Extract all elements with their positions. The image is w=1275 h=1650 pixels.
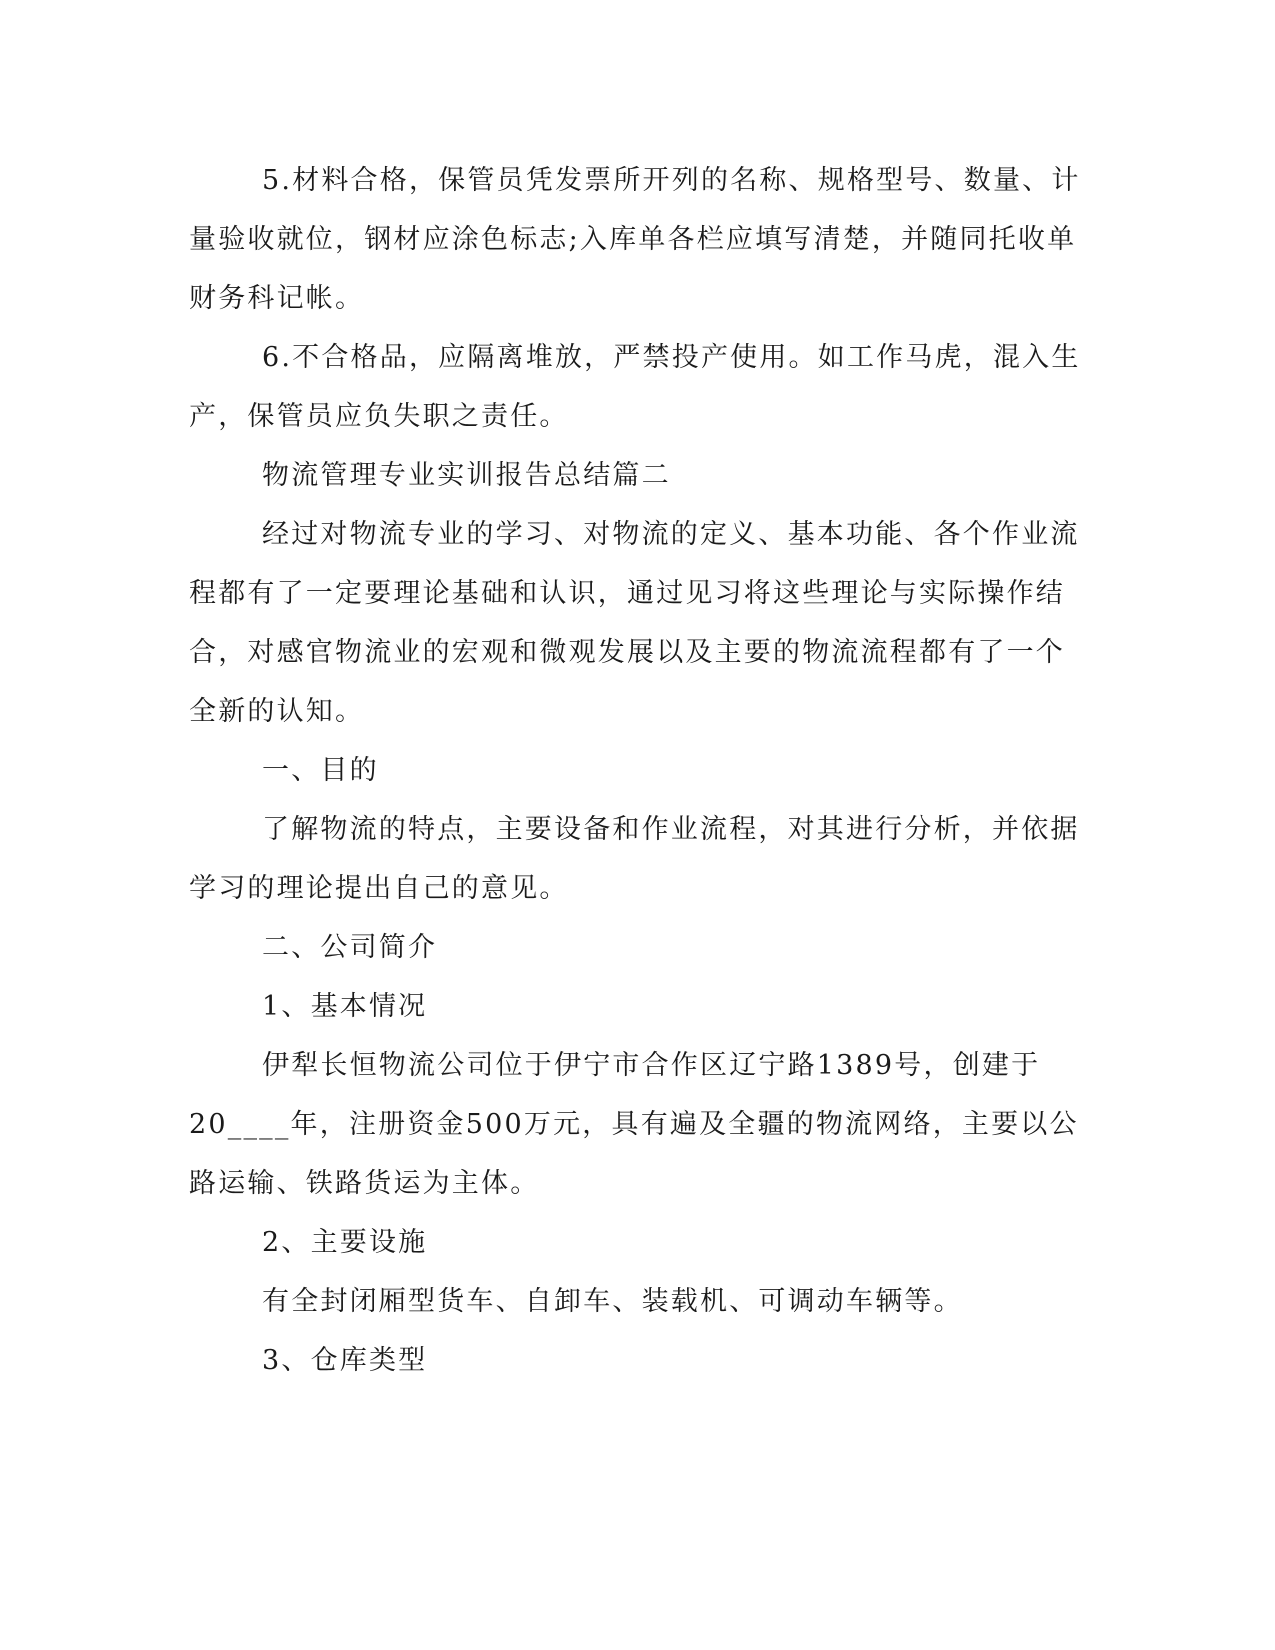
paragraph-line: 量验收就位，钢材应涂色标志;入库单各栏应填写清楚，并随同托收单 [189, 224, 1077, 255]
heading-basic-info: 1、基本情况 [262, 991, 428, 1022]
heading-warehouse-type: 3、仓库类型 [262, 1345, 428, 1376]
section-title: 物流管理专业实训报告总结篇二 [262, 460, 671, 491]
heading-purpose: 一、目的 [262, 755, 379, 786]
paragraph-line: 伊犁长恒物流公司位于伊宁市合作区辽宁路1389号，创建于 [262, 1050, 1041, 1081]
paragraph-line: 6.不合格品，应隔离堆放，严禁投产使用。如工作马虎，混入生 [262, 342, 1081, 373]
paragraph-line: 经过对物流专业的学习、对物流的定义、基本功能、各个作业流 [262, 519, 1080, 550]
paragraph-line: 5.材料合格，保管员凭发票所开列的名称、规格型号、数量、计 [262, 165, 1081, 196]
paragraph-line: 20____年，注册资金500万元，具有遍及全疆的物流网络，主要以公 [189, 1109, 1079, 1140]
paragraph-line: 合，对感官物流业的宏观和微观发展以及主要的物流流程都有了一个 [189, 637, 1065, 668]
paragraph-line: 有全封闭厢型货车、自卸车、装载机、可调动车辆等。 [262, 1286, 963, 1317]
paragraph-line: 程都有了一定要理论基础和认识，通过见习将这些理论与实际操作结 [189, 578, 1065, 609]
paragraph-line: 财务科记帐。 [189, 283, 365, 314]
paragraph-line: 了解物流的特点，主要设备和作业流程，对其进行分析，并依据 [262, 814, 1080, 845]
paragraph-line: 产，保管员应负失职之责任。 [189, 401, 569, 432]
paragraph-line: 学习的理论提出自己的意见。 [189, 873, 569, 904]
paragraph-line: 全新的认知。 [189, 696, 365, 727]
heading-main-facilities: 2、主要设施 [262, 1227, 428, 1258]
heading-company-intro: 二、公司简介 [262, 932, 438, 963]
paragraph-line: 路运输、铁路货运为主体。 [189, 1168, 540, 1199]
